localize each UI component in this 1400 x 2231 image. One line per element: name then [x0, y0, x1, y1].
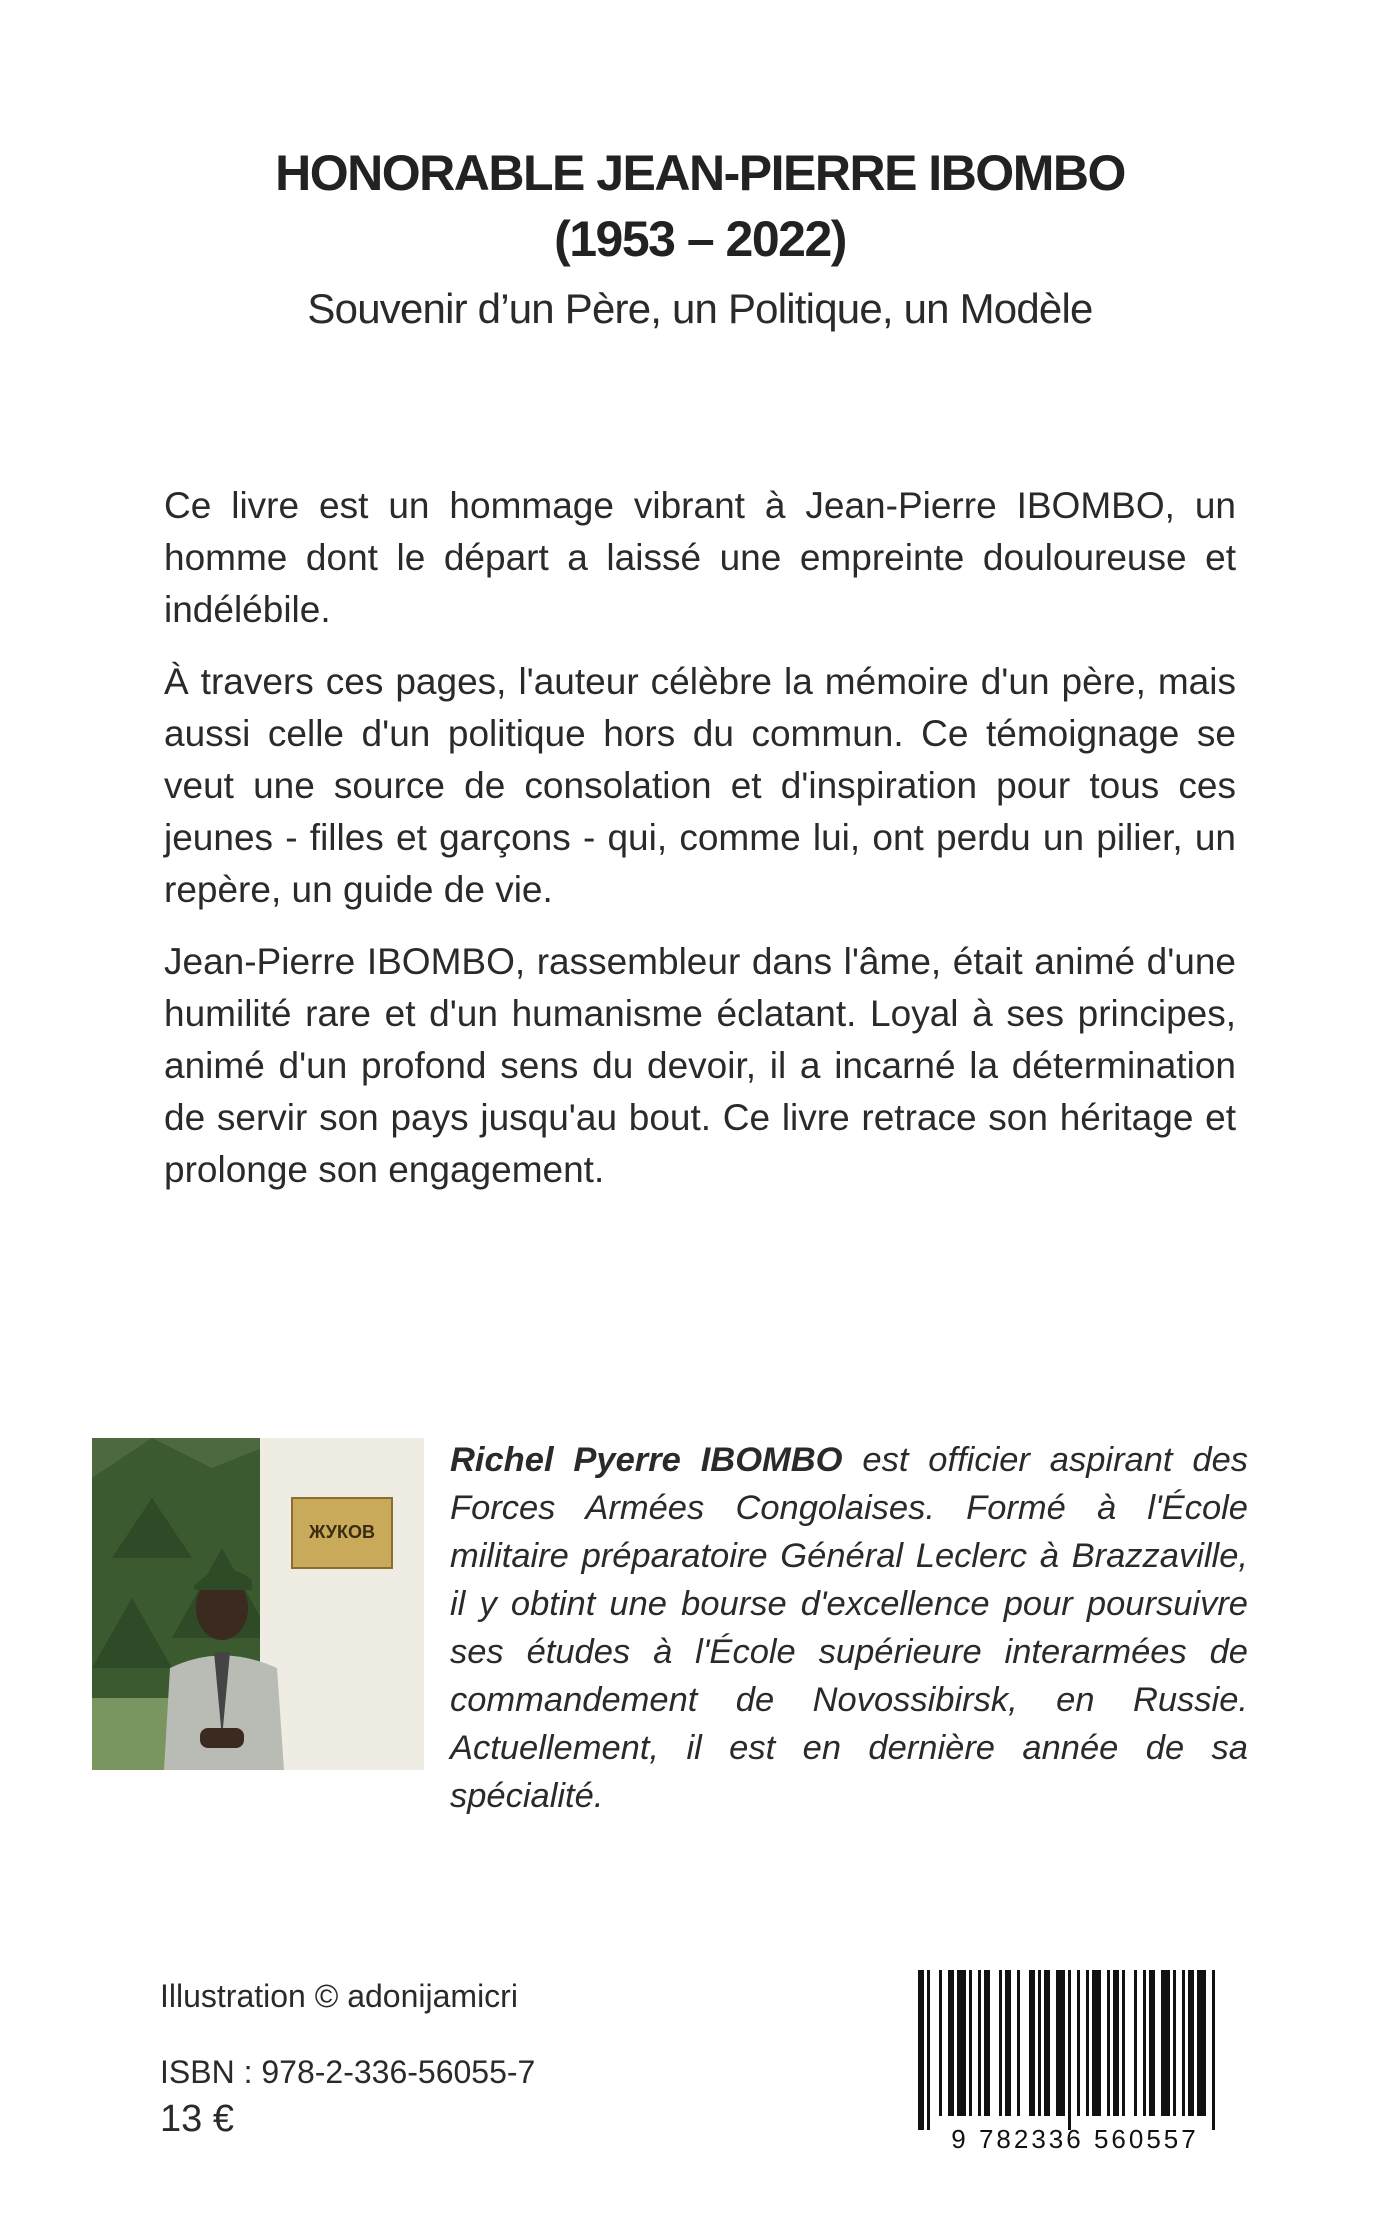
title-years: (1953 – 2022)	[554, 211, 846, 267]
barcode-bar	[1068, 1970, 1071, 2130]
barcode-bar	[1188, 1970, 1194, 2116]
barcode-bar	[1134, 1970, 1137, 2116]
barcode-bar	[1017, 1970, 1020, 2116]
author-bio	[450, 1436, 1248, 1820]
barcode-bar	[1092, 1970, 1101, 2116]
book-subtitle: Souvenir d’un Père, un Politique, un Modèle	[307, 285, 1093, 332]
price: 13 €	[160, 2098, 234, 2140]
barcode-bar	[969, 1970, 972, 2116]
summary-paragraph: Jean-Pierre IBOMBO, rassembleur dans l'âme, était animé d'une humilité rare et d'un humanisme éclatant. Loyal à ses principes, animé d'un profond sens du devoir, il a incarné la détermination de servir son pays jusqu'au bout. Ce livre retrace son héritage et prolonge son engagement.	[164, 941, 1236, 1190]
author-name: Richel Pyerre IBOMBO	[450, 1441, 843, 1479]
barcode-bar	[1161, 1970, 1170, 2116]
barcode-bar	[1029, 1970, 1035, 2116]
barcode-bar	[1044, 1970, 1050, 2116]
summary-paragraph: À travers ces pages, l'auteur célèbre la mémoire d'un père, mais aussi celle d'un politique hors du commun. Ce témoignage se veut une source de consolation et d'inspiration pour tous ces jeunes - filles et garçons - qui, comme lui, ont perdu un pilier, un repère, un guide de vie.	[164, 661, 1236, 910]
barcode-bar	[918, 1970, 924, 2130]
barcode-bar	[927, 1970, 930, 2130]
barcode	[900, 1966, 1250, 2156]
barcode-bar	[1122, 1970, 1125, 2116]
title-line-1: HONORABLE JEAN-PIERRE IBOMBO	[275, 145, 1125, 201]
barcode-bar	[1182, 1970, 1185, 2116]
plaque-text: ЖУКОВ	[309, 1522, 375, 1542]
barcode-bar	[1107, 1970, 1110, 2116]
barcode-bar	[1149, 1970, 1155, 2116]
barcode-bar	[1173, 1970, 1176, 2116]
barcode-bar	[948, 1970, 954, 2116]
barcode-bar	[1113, 1970, 1119, 2116]
barcode-bar	[1212, 1970, 1215, 2130]
author-bio-text: est officier aspirant des Forces Armées Congolaises. Formé à l'École militaire préparatoire Général Leclerc à Brazzaville, il y obtint une bourse d'excellence pour poursuivre ses études à l'École supérieure interarmées de commandement de Novossibirsk, en Russie. Actuellement, il est en dernière année de sa spécialité.	[450, 1441, 1249, 1815]
author-photo	[92, 1438, 424, 1770]
barcode-bar	[1077, 1970, 1080, 2116]
barcode-bar	[957, 1970, 966, 2116]
barcode-bar	[1197, 1970, 1206, 2116]
barcode-bar	[939, 1970, 942, 2116]
barcode-digits: 9 782336 560557	[951, 2124, 1199, 2154]
summary-paragraph: Ce livre est un hommage vibrant à Jean-Pierre IBOMBO, un homme dont le départ a laissé une empreinte douloureuse et indélébile.	[164, 485, 1236, 630]
barcode-bar	[1005, 1970, 1011, 2116]
author-photo-illustration	[92, 1438, 424, 1770]
barcode-bar	[1038, 1970, 1041, 2116]
barcode-bar	[1056, 1970, 1065, 2116]
barcode-bar	[978, 1970, 981, 2116]
barcode-graphic	[900, 1966, 1250, 2156]
illustration-credit: Illustration © adonijamicri	[160, 1978, 518, 2014]
barcode-bar	[999, 1970, 1002, 2116]
isbn: ISBN : 978-2-336-56055-7	[160, 2054, 536, 2090]
book-title	[0, 140, 1400, 272]
summary-text	[164, 480, 1236, 1216]
barcode-bar	[1086, 1970, 1089, 2116]
barcode-bar	[984, 1970, 990, 2116]
barcode-bar	[1143, 1970, 1146, 2116]
